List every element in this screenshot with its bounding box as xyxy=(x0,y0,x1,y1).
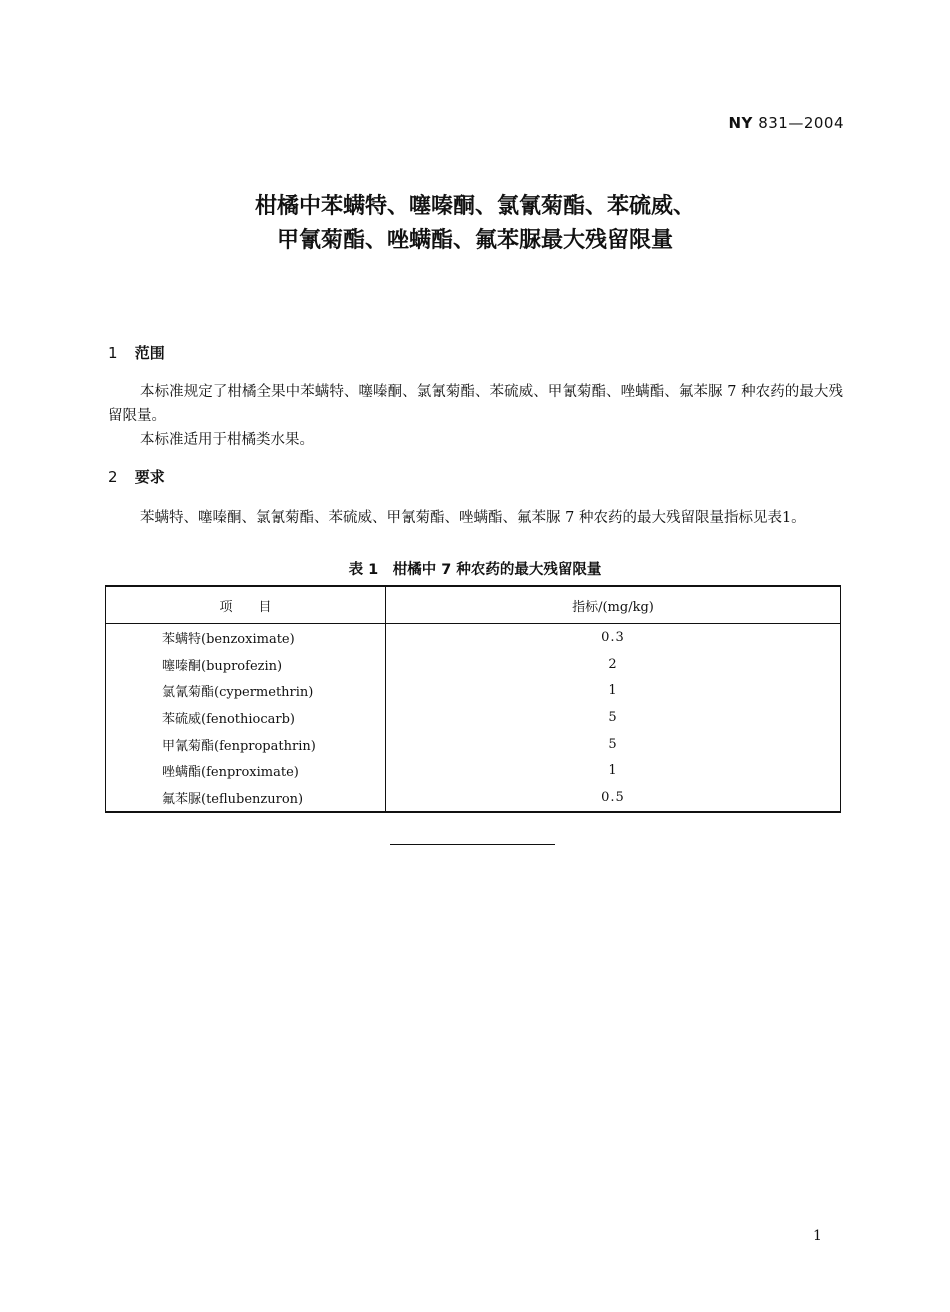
pesticide-name: 氟苯脲(teflubenzuron) xyxy=(106,784,386,812)
page-number: 1 xyxy=(813,1228,822,1244)
limit-value: 5 xyxy=(608,736,618,752)
table-row xyxy=(106,757,841,784)
scope-paragraph-1: 本标准规定了柑橘全果中苯螨特、噻嗪酮、氯氰菊酯、苯硫威、甲氰菊酯、唑螨酯、氟苯脲 7 种农药的最大残留限量。 xyxy=(108,384,843,424)
pesticide-name: 唑螨酯(fenproximate) xyxy=(106,757,386,784)
end-rule-divider xyxy=(390,844,555,845)
table-row xyxy=(106,731,841,758)
section-1-heading xyxy=(108,342,165,363)
header-item: 项 目 xyxy=(106,586,386,624)
limit-value: 1 xyxy=(608,763,618,779)
standard-prefix: NY xyxy=(728,114,753,132)
section-2-number: 2 xyxy=(108,468,118,486)
document-title xyxy=(0,190,950,258)
pesticide-name: 噻嗪酮(buprofezin) xyxy=(106,651,386,678)
section-1-number: 1 xyxy=(108,344,118,362)
section-2-title: 要求 xyxy=(134,468,165,486)
title-line-2: 甲氰菊酯、唑螨酯、氟苯脲最大残留限量 xyxy=(276,228,673,253)
residue-limit-table xyxy=(105,585,841,813)
title-line-1: 柑橘中苯螨特、噻嗪酮、氯氰菊酯、苯硫威、 xyxy=(254,194,695,219)
pesticide-name: 氯氰菊酯(cypermethrin) xyxy=(106,677,386,704)
limit-value: 2 xyxy=(608,656,618,672)
section-1-title: 范围 xyxy=(134,344,165,362)
limit-value: 1 xyxy=(608,683,618,699)
standard-number xyxy=(728,114,844,132)
requirements-paragraph: 苯螨特、噻嗪酮、氯氰菊酯、苯硫威、甲氰菊酯、唑螨酯、氟苯脲 7 种农药的最大残留限量指标见表1。 xyxy=(140,510,806,526)
table-row xyxy=(106,704,841,731)
limit-value: 0.3 xyxy=(601,629,625,645)
limit-value: 5 xyxy=(608,709,618,725)
pesticide-name: 苯螨特(benzoximate) xyxy=(106,624,386,651)
scope-paragraph-2: 本标准适用于柑橘类水果。 xyxy=(140,432,314,448)
table-row xyxy=(106,784,841,812)
table-row xyxy=(106,677,841,704)
header-value: 指标/(mg/kg) xyxy=(386,586,841,624)
table-caption: 表 1 柑橘中 7 种农药的最大残留限量 xyxy=(348,562,602,578)
section-2-heading xyxy=(108,466,165,487)
pesticide-name: 苯硫威(fenothiocarb) xyxy=(106,704,386,731)
table-header-row xyxy=(106,586,841,624)
table-row xyxy=(106,624,841,651)
table-row xyxy=(106,651,841,678)
pesticide-name: 甲氰菊酯(fenpropathrin) xyxy=(106,731,386,758)
limit-value: 0.5 xyxy=(601,789,625,805)
standard-code: 831—2004 xyxy=(758,114,844,132)
